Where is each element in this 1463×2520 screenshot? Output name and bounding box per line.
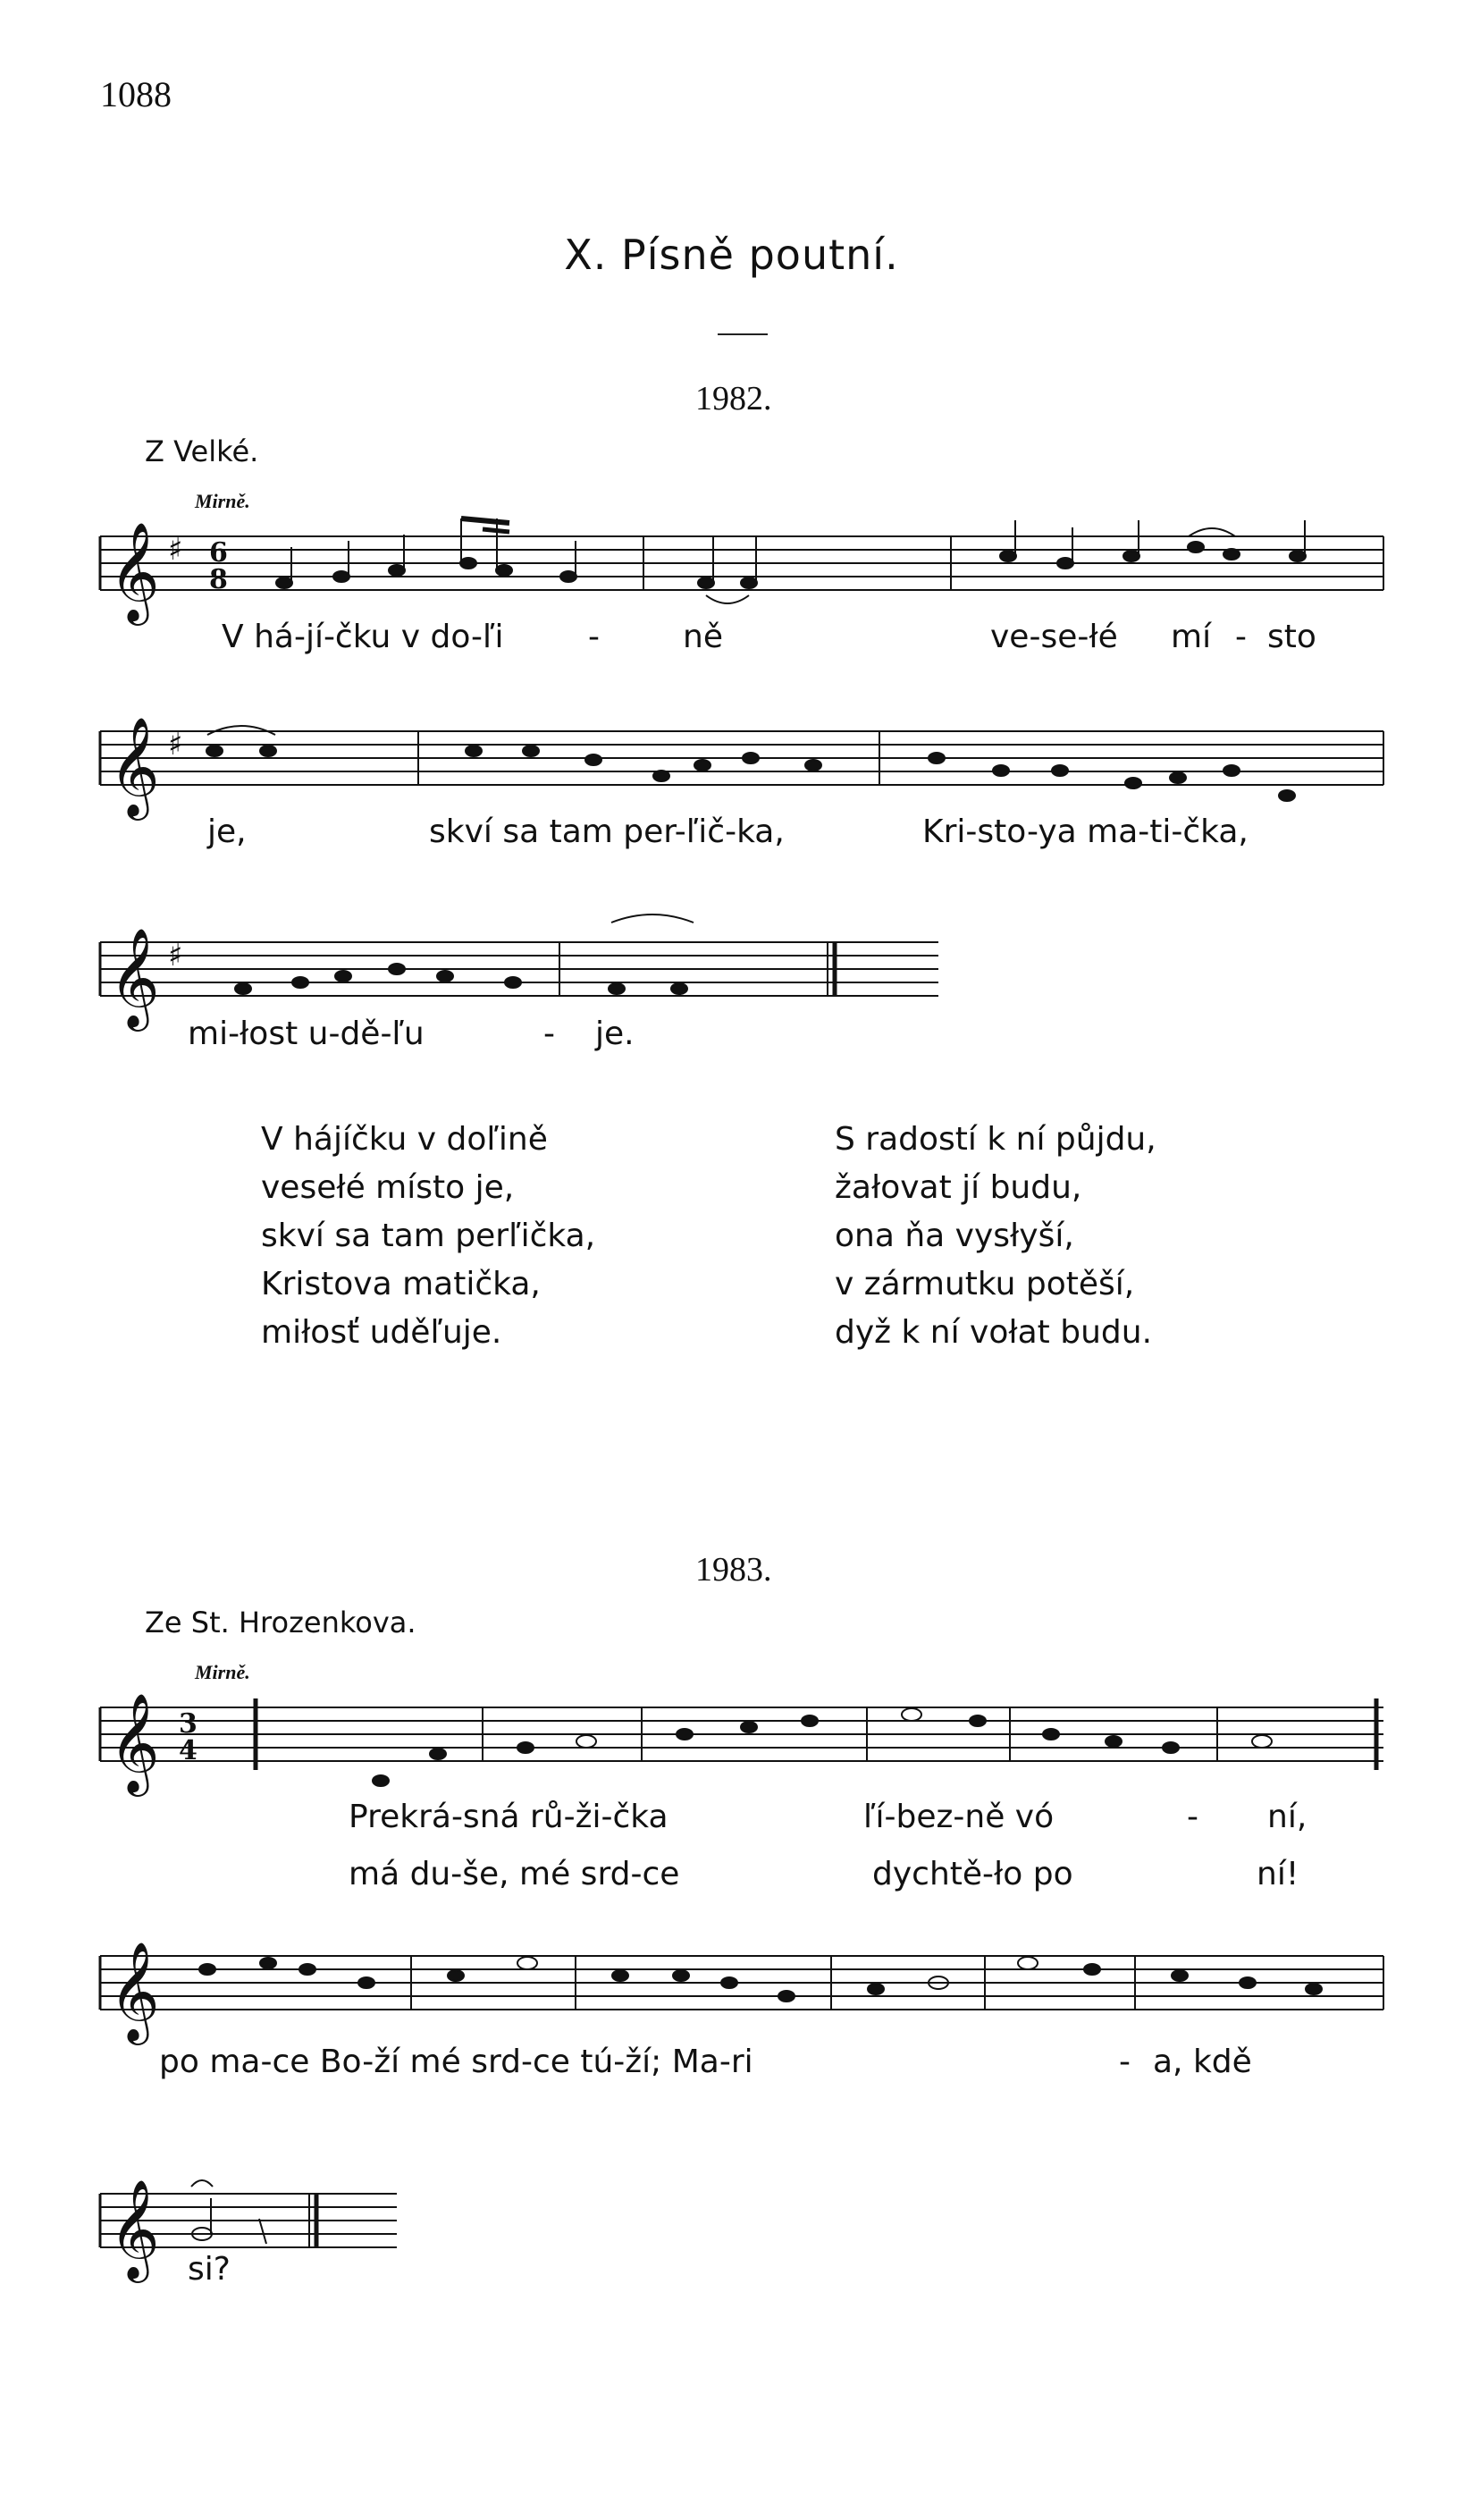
- lyrics-1982-3-a: mi-łost u-dě-ľu: [188, 1016, 425, 1052]
- verse-1982-2: [835, 1116, 1156, 1357]
- verse-line: S radostí k ní půjdu,: [835, 1121, 1156, 1158]
- verse-line: žałovat jí budu,: [835, 1169, 1082, 1206]
- tempo-marking-1983: Mirně.: [195, 1661, 250, 1683]
- lyrics-1983-1-a: Prekrá-sná rů-ži-čka: [349, 1799, 668, 1835]
- verse-line: Kristova matička,: [261, 1266, 541, 1302]
- svg-text:4: 4: [179, 1735, 198, 1766]
- lyrics-1983-2-b: dychtě-ło po: [872, 1856, 1073, 1892]
- lyrics-1982-3-b: -: [543, 1016, 555, 1052]
- lyrics-1983-3-a: po ma-ce Bo-ží mé srd-ce tú-ží; Ma-ri: [159, 2044, 753, 2080]
- tempo-marking-1982: Mirně.: [195, 490, 250, 512]
- lyrics-1982-1-f: -: [1235, 619, 1247, 655]
- chapter-title: X. Písně poutní.: [564, 231, 899, 279]
- treble-clef-icon: 𝄞: [109, 521, 160, 621]
- sharp-icon: ♯: [168, 532, 183, 568]
- lyrics-1983-4-a: si?: [188, 2251, 231, 2288]
- lyrics-1982-1-e: mí: [1171, 619, 1212, 655]
- lyrics-1983-3-b: -: [1119, 2044, 1131, 2080]
- lyrics-1983-1-d: ní,: [1267, 1799, 1307, 1835]
- verse-line: v zármutku potěší,: [835, 1266, 1135, 1302]
- lyrics-1982-2-b: skví sa tam per-ľič-ka,: [429, 813, 785, 850]
- song-number-1982: 1982.: [695, 380, 772, 417]
- song-origin-1983: Ze St. Hrozenkova.: [145, 1606, 416, 1639]
- svg-text:8: 8: [209, 564, 228, 595]
- song-origin-1982: Z Velké.: [145, 434, 259, 468]
- lyrics-1982-1-b: -: [588, 619, 600, 655]
- lyrics-1983-2-c: ní!: [1257, 1856, 1299, 1892]
- verse-line: dyž k ní vołat budu.: [835, 1314, 1153, 1351]
- sharp-icon: ♯: [168, 727, 183, 763]
- svg-text:3: 3: [179, 1708, 198, 1740]
- lyrics-1982-2-a: je,: [207, 813, 247, 850]
- lyrics-1982-3-c: je.: [595, 1016, 635, 1052]
- lyrics-1982-2-c: Kri-sto-ya ma-ti-čka,: [922, 813, 1249, 850]
- treble-clef-icon: 𝄞: [109, 2179, 160, 2279]
- lyrics-1983-1-c: -: [1187, 1799, 1198, 1835]
- treble-clef-icon: 𝄞: [109, 1692, 160, 1792]
- verse-line: miłosť uděľuje.: [261, 1314, 502, 1351]
- lyrics-1982-1-a: V há-jí-čku v do-ľi: [222, 619, 504, 655]
- lyrics-1982-1-g: sto: [1267, 619, 1316, 655]
- lyrics-1983-3-c: a, kdě: [1153, 2044, 1252, 2080]
- svg-text:6: 6: [209, 537, 228, 569]
- staff-system-1983-2: [100, 1956, 1383, 2010]
- song-number-1983: 1983.: [695, 1551, 772, 1589]
- notes-1982-2: [206, 726, 1295, 801]
- treble-clef-icon: 𝄞: [109, 927, 160, 1027]
- verse-line: vesełé místo je,: [261, 1169, 515, 1206]
- verse-1982-1: [261, 1116, 595, 1357]
- lyrics-1982-1-c: ně: [683, 619, 723, 655]
- notes-1983-2: [199, 1957, 1322, 2002]
- staff-system-1982-3: [100, 942, 938, 996]
- sharp-icon: ♯: [168, 938, 183, 973]
- lyrics-1983-2-a: má du-še, mé srd-ce: [349, 1856, 680, 1892]
- treble-clef-icon: 𝄞: [109, 1941, 160, 2041]
- lyrics-1983-1-b: ľí-bez-ně vó: [863, 1799, 1055, 1835]
- lyrics-1982-1-d: ve-se-łé: [990, 619, 1118, 655]
- page-number: 1088: [100, 74, 172, 114]
- staff-system-1983-1: [100, 1698, 1383, 1770]
- verse-line: V hájíčku v doľině: [261, 1121, 548, 1158]
- verse-line: ona ňa vysłyší,: [835, 1218, 1074, 1254]
- treble-clef-icon: 𝄞: [109, 716, 160, 816]
- verse-line: skví sa tam perľička,: [261, 1218, 596, 1254]
